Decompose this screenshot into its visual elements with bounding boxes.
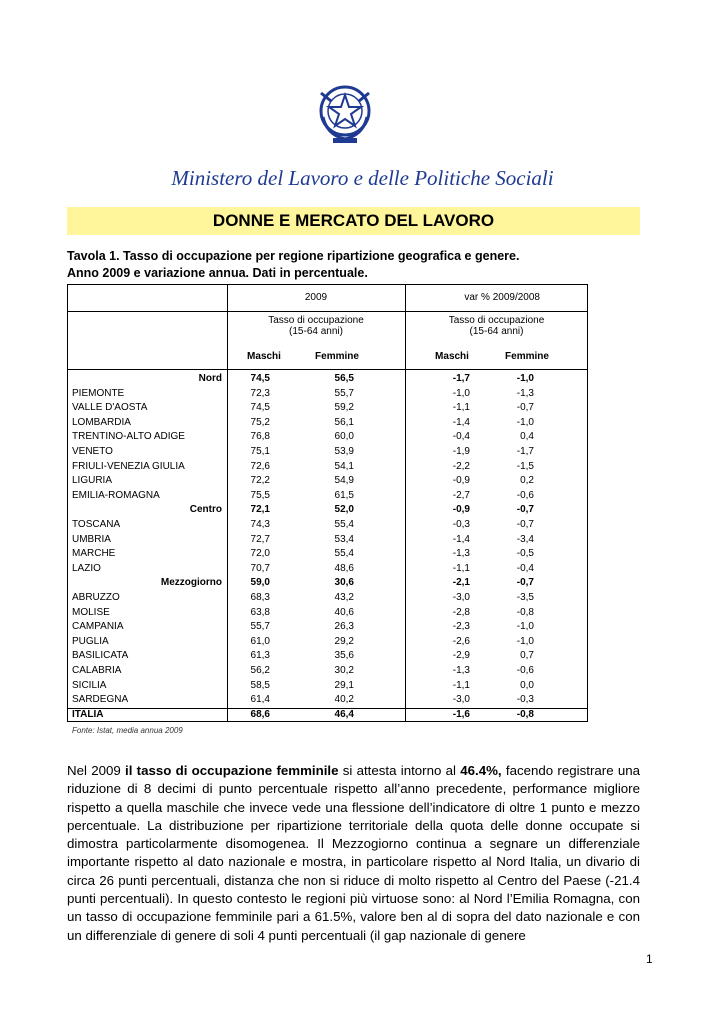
row-label: LOMBARDIA bbox=[72, 416, 131, 428]
para-bold-1: il tasso di occupazione femminile bbox=[125, 763, 339, 778]
cell-vm: -2,2 bbox=[452, 460, 470, 472]
cell-vm: -1,1 bbox=[452, 402, 470, 414]
cell-vf: -1,0 bbox=[516, 621, 534, 633]
ministry-name: Ministero del Lavoro e delle Politiche Sociali bbox=[171, 166, 554, 190]
cell-vm: -2,3 bbox=[452, 621, 470, 633]
cell-vm: -1,4 bbox=[452, 533, 470, 545]
table-caption bbox=[67, 248, 667, 282]
cell-f: 55,4 bbox=[334, 519, 354, 530]
cell-f: 29,2 bbox=[334, 635, 354, 647]
cell-f: 55,7 bbox=[334, 387, 354, 399]
cell-f: 48,6 bbox=[334, 562, 354, 574]
row-label: EMILIA-ROMAGNA bbox=[72, 489, 160, 501]
cell-vf: 0,4 bbox=[520, 431, 534, 443]
cell-f: 26,3 bbox=[334, 621, 354, 633]
header-variation bbox=[405, 292, 588, 303]
cell-vf: -0,7 bbox=[516, 402, 534, 414]
cell-m: 61,3 bbox=[250, 650, 270, 662]
cell-f: 54,1 bbox=[334, 460, 354, 472]
cell-vm: -3,0 bbox=[452, 694, 470, 706]
cell-f: 52,0 bbox=[334, 504, 354, 516]
cell-vm: -0,4 bbox=[452, 431, 470, 443]
cell-m: 61,4 bbox=[250, 694, 270, 706]
caption-line-2: Anno 2009 e variazione annua. Dati in percentuale. bbox=[67, 266, 368, 280]
cell-vf: 0,0 bbox=[520, 679, 534, 691]
cell-m: 70,7 bbox=[250, 562, 270, 574]
cell-f: 46,4 bbox=[334, 708, 354, 720]
cell-vm: -3,0 bbox=[452, 592, 470, 603]
cell-m: 72,0 bbox=[250, 548, 270, 560]
cell-m: 61,0 bbox=[250, 635, 270, 647]
row-label: BASILICATA bbox=[72, 650, 129, 662]
row-label: Nord bbox=[198, 373, 222, 384]
cell-m: 74,5 bbox=[250, 402, 270, 414]
cell-f: 29,1 bbox=[334, 679, 354, 691]
cell-vf: -0,7 bbox=[516, 577, 534, 589]
cell-m: 75,1 bbox=[250, 446, 270, 457]
cell-vm: -2,8 bbox=[452, 606, 470, 618]
cell-vf: -0,8 bbox=[516, 708, 534, 720]
cell-f: 56,5 bbox=[334, 373, 354, 384]
cell-vf: -3,5 bbox=[516, 592, 534, 603]
cell-vf: -3,4 bbox=[516, 533, 534, 545]
cell-m: 75,5 bbox=[250, 489, 270, 501]
cell-f: 40,2 bbox=[334, 694, 354, 706]
cell-f: 56,1 bbox=[334, 416, 354, 428]
cell-vf: 0,7 bbox=[520, 650, 534, 662]
table-rule bbox=[67, 311, 588, 312]
para-bold-2: 46.4%, bbox=[460, 763, 502, 778]
row-label: PIEMONTE bbox=[72, 387, 125, 399]
cell-vf: -1,7 bbox=[516, 446, 534, 457]
row-label: PUGLIA bbox=[72, 635, 109, 647]
cell-m: 68,6 bbox=[250, 708, 270, 720]
row-label: FRIULI-VENEZIA GIULIA bbox=[72, 460, 185, 472]
para-text-2: si attesta intorno al bbox=[338, 763, 461, 778]
cell-vf: -0,5 bbox=[516, 548, 534, 560]
cell-vf: -1,0 bbox=[516, 635, 534, 647]
cell-vf: -0,7 bbox=[516, 504, 534, 516]
cell-vm: -1,0 bbox=[452, 387, 470, 399]
row-label: ABRUZZO bbox=[72, 592, 120, 603]
cell-m: 74,3 bbox=[250, 519, 270, 530]
cell-m: 76,8 bbox=[250, 431, 270, 443]
row-label: LIGURIA bbox=[72, 475, 113, 487]
col-header-maschi-var: Maschi bbox=[435, 351, 469, 362]
sub-header-rate-2a: Tasso di occupazione bbox=[448, 315, 545, 326]
row-label: CAMPANIA bbox=[72, 621, 124, 633]
cell-m: 63,8 bbox=[250, 606, 270, 618]
cell-f: 61,5 bbox=[334, 489, 354, 501]
row-label: UMBRIA bbox=[72, 533, 111, 545]
cell-vm: -1,3 bbox=[452, 665, 470, 676]
cell-m: 72,2 bbox=[250, 475, 270, 487]
cell-m: 72,6 bbox=[250, 460, 270, 472]
cell-f: 35,6 bbox=[334, 650, 354, 662]
row-label: TOSCANA bbox=[72, 519, 121, 530]
row-label: SARDEGNA bbox=[72, 694, 129, 706]
cell-vm: -1,1 bbox=[452, 679, 470, 691]
cell-vf: -0,6 bbox=[516, 489, 534, 501]
cell-f: 60,0 bbox=[334, 431, 354, 443]
cell-vm: -2,7 bbox=[452, 489, 470, 501]
cell-m: 68,3 bbox=[250, 592, 270, 603]
row-label: LAZIO bbox=[72, 562, 101, 574]
cell-vm: -2,6 bbox=[452, 635, 470, 647]
cell-vf: -1,0 bbox=[516, 373, 534, 384]
table-source: Fonte: Istat, media annua 2009 bbox=[72, 726, 183, 735]
cell-vf: -0,4 bbox=[516, 562, 534, 574]
row-label: MARCHE bbox=[72, 548, 116, 560]
row-label: MOLISE bbox=[72, 606, 110, 618]
body-paragraph bbox=[67, 762, 640, 945]
header-variation-label: var % 2009/2008 bbox=[464, 292, 540, 303]
cell-m: 72,7 bbox=[250, 533, 270, 545]
cell-vf: -1,5 bbox=[516, 460, 534, 472]
cell-f: 59,2 bbox=[334, 402, 354, 414]
page-title: DONNE E MERCATO DEL LAVORO bbox=[67, 207, 640, 235]
cell-vf: -0,7 bbox=[516, 519, 534, 530]
cell-vm: -0,3 bbox=[452, 519, 470, 530]
row-label: TRENTINO-ALTO ADIGE bbox=[72, 431, 185, 443]
row-label: ITALIA bbox=[72, 708, 104, 720]
row-label: VALLE D'AOSTA bbox=[72, 402, 148, 414]
header-2009: 2009 bbox=[304, 292, 328, 303]
cell-f: 53,4 bbox=[334, 533, 354, 545]
row-label: Mezzogiorno bbox=[160, 577, 222, 589]
para-text-1: Nel 2009 bbox=[67, 763, 126, 778]
cell-vm: -1,3 bbox=[452, 548, 470, 560]
cell-vf: -0,3 bbox=[516, 694, 534, 706]
cell-m: 74,5 bbox=[250, 373, 270, 384]
row-label: SICILIA bbox=[72, 679, 107, 691]
cell-m: 59,0 bbox=[250, 577, 270, 589]
cell-vf: -1,3 bbox=[516, 387, 534, 399]
col-header-femmine-var: Femmine bbox=[505, 351, 549, 362]
col-header-femmine-2009: Femmine bbox=[315, 351, 359, 362]
cell-vm: -1,4 bbox=[452, 416, 470, 428]
col-header-maschi-2009: Maschi bbox=[247, 351, 281, 362]
cell-m: 56,2 bbox=[250, 665, 270, 676]
cell-vf: 0,2 bbox=[520, 475, 534, 487]
sub-header-rate-2 bbox=[405, 315, 588, 337]
cell-f: 43,2 bbox=[334, 592, 354, 603]
cell-vm: -0,9 bbox=[452, 475, 470, 487]
sub-header-rate-1 bbox=[227, 315, 405, 337]
row-label: VENETO bbox=[72, 446, 113, 457]
cell-m: 72,3 bbox=[250, 387, 270, 399]
cell-vm: -1,9 bbox=[452, 446, 470, 457]
para-text-3: facendo registrare una riduzione di 8 decimi di punto percentuale rispetto all’anno precedente, performance migliore rispetto a quella maschile che invece vede una flessione dell’indicatore di oltre 1 punto e mezzo percentuale. La distribuzione per ripartizione territoriale della quota delle donne occupate si dimostra particolarmente disomogenea. Il Mezzogiorno continua a segnare un differenziale importante rispetto al dato nazionale e mostra, in particolare rispetto al Nord Italia, un divario di circa 26 punti percentuali, distanza che non si riduce di molto rispetto al Centro del Paese (-21.4 punti percentuali). In questo contesto le regioni più virtuose sono: al Nord l’Emilia Romagna, con un tasso di occupazione femminile pari a 61.5%, valore ben al di sopra del dato nazionale e con un differenziale di genere di soli 4 punti percentuali (il gap nazionale di genere bbox=[67, 763, 641, 943]
cell-f: 30,2 bbox=[334, 665, 354, 676]
cell-vm: -1,7 bbox=[452, 373, 470, 384]
page-number: 1 bbox=[646, 952, 653, 966]
cell-vf: -0,6 bbox=[516, 665, 534, 676]
cell-vm: -0,9 bbox=[452, 504, 470, 516]
cell-m: 58,5 bbox=[250, 679, 270, 691]
cell-vm: -1,1 bbox=[452, 562, 470, 574]
caption-line-1: Tavola 1. Tasso di occupazione per regione ripartizione geografica e genere. bbox=[67, 249, 520, 263]
cell-vm: -2,9 bbox=[452, 650, 470, 662]
cell-vm: -1,6 bbox=[452, 708, 470, 720]
cell-f: 55,4 bbox=[334, 548, 354, 560]
sub-header-rate-2b: (15-64 anni) bbox=[469, 326, 524, 337]
cell-vm: -2,1 bbox=[452, 577, 470, 589]
row-label: CALABRIA bbox=[72, 665, 122, 676]
table-divider bbox=[227, 284, 228, 722]
sub-header-rate-1b: (15-64 anni) bbox=[289, 326, 343, 337]
cell-f: 54,9 bbox=[334, 475, 354, 487]
row-label: Centro bbox=[189, 504, 222, 516]
table-divider bbox=[405, 284, 406, 722]
cell-m: 75,2 bbox=[250, 416, 270, 428]
cell-m: 55,7 bbox=[250, 621, 270, 633]
table-rule bbox=[67, 369, 588, 370]
cell-m: 72,1 bbox=[250, 504, 270, 516]
cell-f: 40,6 bbox=[334, 606, 354, 618]
cell-f: 30,6 bbox=[334, 577, 354, 589]
italian-republic-emblem-icon bbox=[317, 83, 373, 145]
cell-vf: -1,0 bbox=[516, 416, 534, 428]
sub-header-rate-1a: Tasso di occupazione bbox=[268, 315, 364, 326]
cell-f: 53,9 bbox=[334, 446, 354, 457]
cell-vf: -0,8 bbox=[516, 606, 534, 618]
